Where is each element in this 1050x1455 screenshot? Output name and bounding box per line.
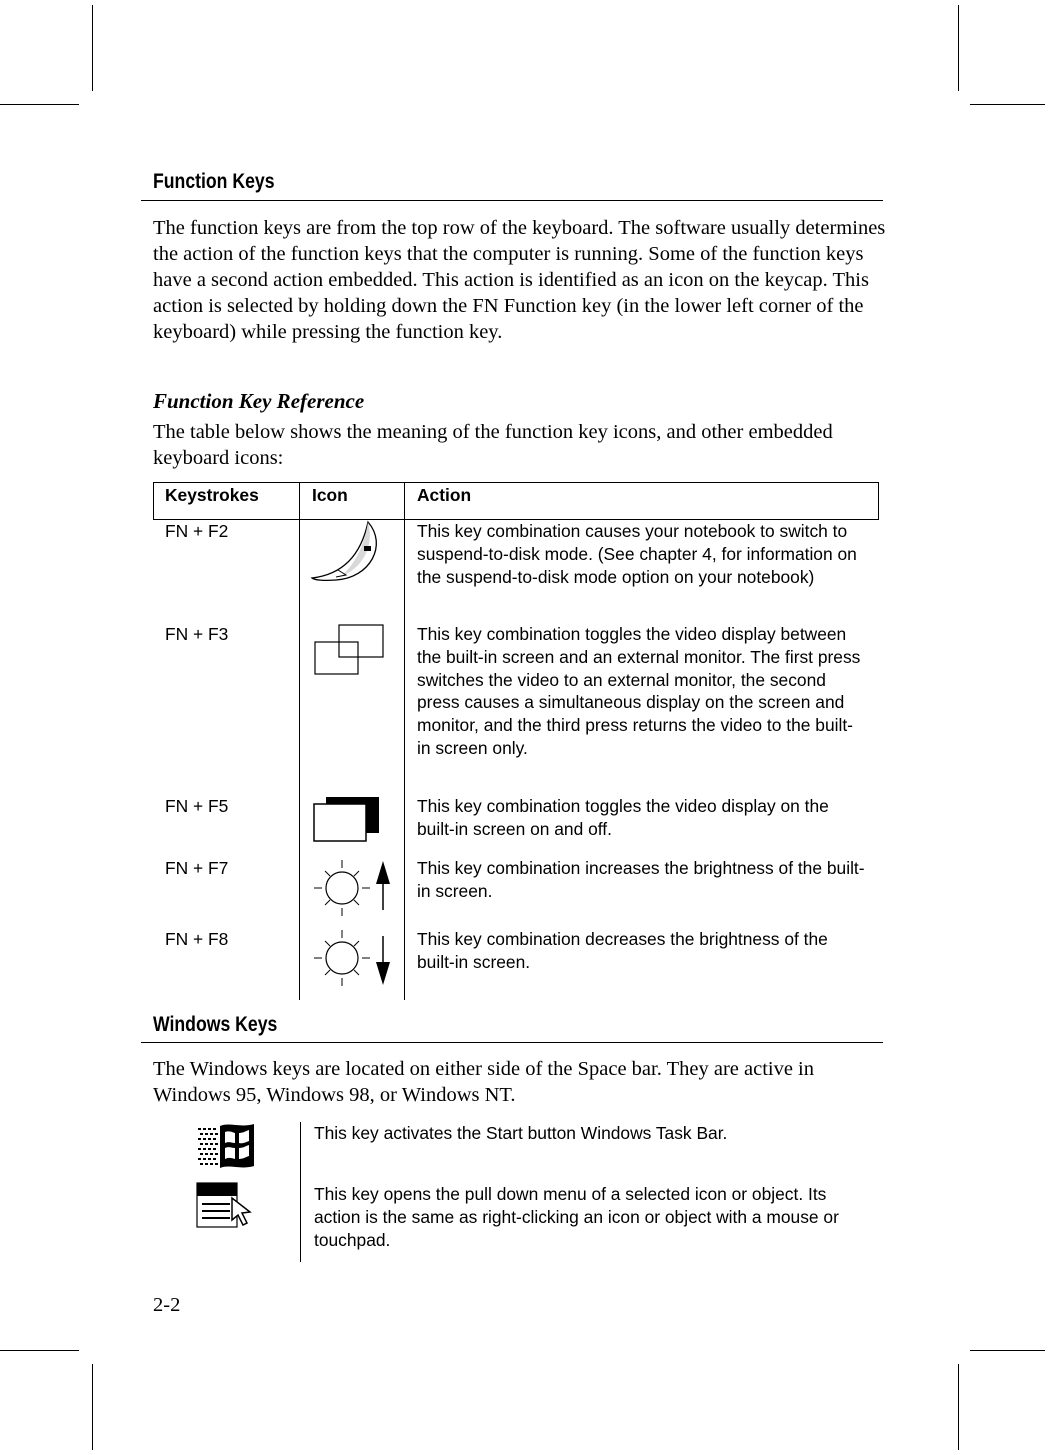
section-heading-windows-keys: Windows Keys xyxy=(153,1013,278,1036)
heading-rule xyxy=(141,200,883,201)
heading-rule xyxy=(141,1042,883,1043)
table-row-key: FN + F5 xyxy=(165,796,229,816)
header-action: Action xyxy=(417,485,472,505)
brightness-up-icon xyxy=(308,858,394,918)
reference-paragraph: The table below shows the meaning of the function key icons, and other embedded keyboard icons: xyxy=(153,421,833,469)
crop-mark xyxy=(92,5,93,91)
table-row-action: This key combination toggles the video display between the built-in screen and an external monitor. The first press switches the video to an external monitor, the second press causes a simultaneous display on the screen and monitor, and the third press returns the video to the built-in screen only. xyxy=(417,624,861,758)
function-keys-paragraph: The function keys are from the top row of the keyboard. The software usually determines the action of the function keys that the computer is running. Some of the function keys have a second action embedded. This action is identified as an icon on the keycap. This action is selected by holding down the FN Function key (in the lower left corner of the keyboard) while pressing the function key. xyxy=(153,217,886,343)
table-row-key: FN + F7 xyxy=(165,858,229,878)
windows-table-divider xyxy=(300,1122,301,1262)
brightness-down-icon xyxy=(308,928,394,988)
table-row-action: This key combination decreases the brightness of the built-in screen. xyxy=(417,929,828,972)
crop-mark xyxy=(970,1350,1045,1351)
table-row-action: This key combination increases the brightness of the built-in screen. xyxy=(417,858,865,901)
windows-key-action: This key activates the Start button Windows Task Bar. xyxy=(314,1123,728,1143)
page-number: 2-2 xyxy=(153,1294,181,1316)
moon-icon xyxy=(308,520,388,585)
table-row-action: This key combination causes your notebook to switch to suspend-to-disk mode. (See chapter 4, for information on the suspend-to-disk mode option on your notebook) xyxy=(417,521,857,587)
crop-mark xyxy=(958,5,959,91)
table-header-box xyxy=(153,482,879,520)
table-row-key: FN + F2 xyxy=(165,521,229,541)
table-row-action: This key combination toggles the video display on the built-in screen on and off. xyxy=(417,796,829,839)
menu-key-icon xyxy=(196,1182,262,1230)
menu-key-action: This key opens the pull down menu of a selected icon or object. Its action is the same as right-clicking an icon or object with a mouse or touchpad. xyxy=(314,1184,839,1250)
crop-mark xyxy=(0,1350,79,1351)
windows-keys-paragraph: The Windows keys are located on either side of the Space bar. They are active in Windows 95, Windows 98, or Windows NT. xyxy=(153,1058,815,1106)
dual-display-icon xyxy=(314,624,386,676)
crop-mark xyxy=(958,1364,959,1450)
crop-mark xyxy=(0,104,79,105)
windows-logo-icon xyxy=(196,1122,260,1172)
crop-mark xyxy=(970,104,1045,105)
section-heading-function-keys: Function Keys xyxy=(153,170,275,193)
table-row-key: FN + F8 xyxy=(165,929,229,949)
screen-toggle-icon xyxy=(313,797,381,843)
header-icon: Icon xyxy=(312,485,348,505)
crop-mark xyxy=(92,1364,93,1450)
table-row-key: FN + F3 xyxy=(165,624,229,644)
header-keystrokes: Keystrokes xyxy=(165,485,259,505)
function-key-reference-subheading: Function Key Reference xyxy=(153,389,365,413)
table-column-divider xyxy=(299,482,300,1000)
table-column-divider xyxy=(404,482,405,1000)
